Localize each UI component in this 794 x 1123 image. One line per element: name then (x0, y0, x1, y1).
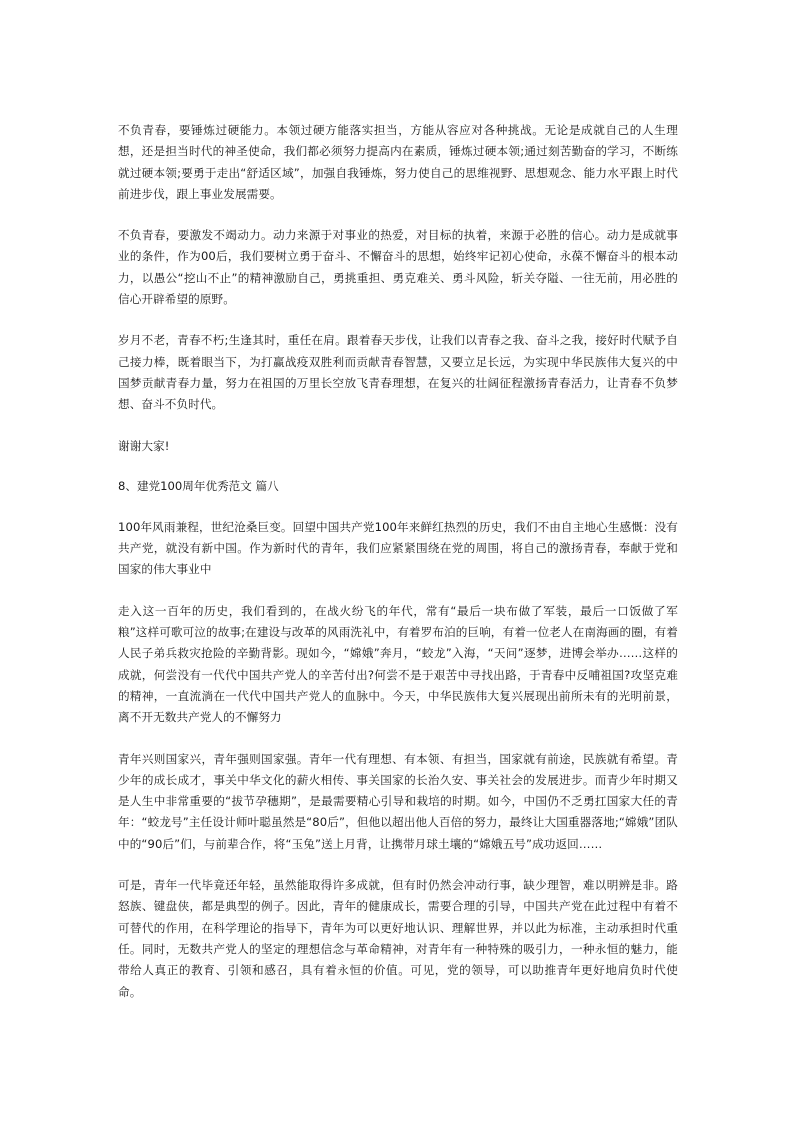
paragraph-2: 不负青春，要激发不竭动力。动力来源于对事业的热爱，对目标的执着，来源于必胜的信心。动力是成就事业的条件，作为00后，我们要树立勇于奋斗、不懈奋斗的思想，始终牢记初心使命，永葆不懈奋斗的根本动力，以愚公“挖山不止”的精神激励自己，勇挑重担、勇克难关、勇斗风险，斩关夺隘、一往无前，用必胜的信心开辟希望的原野。 (118, 228, 678, 307)
closing-line: 谢谢大家! (118, 438, 170, 453)
paragraph-6: 青年兴则国家兴，青年强则国家强。青年一代有理想、有本领、有担当，国家就有前途，民族就有希望。青少年的成长成才，事关中华文化的薪火相传、事关国家的长治久安、事关社会的发展进步。而青少年时期又是人生中非常重要的“拔节孕穗期”，是最需要精心引导和栽培的时期。如今，中国仍不乏勇扛国家大任的青年：“蛟龙号”主任设计师叶聪虽然是“80后”，但他以超出他人百倍的努力，最终让大国重器落地;“嫦娥”团队中的“90后”们，与前辈合作，将“玉兔”送上月背，让携带月球土壤的“嫦娥五号”成功返回…… (118, 751, 678, 851)
paragraph-4: 100年风雨兼程，世纪沧桑巨变。回望中国共产党100年来鲜红热烈的历史，我们不由自主地心生感慨：没有共产党，就没有新中国。作为新时代的青年，我们应紧紧围绕在党的周围，将自己的激扬青春，奉献于党和国家的伟大事业中 (118, 519, 678, 577)
section-heading: 8、建党100周年优秀范文 篇八 (118, 478, 279, 493)
paragraph-7: 可是，青年一代毕竟还年轻，虽然能取得许多成就，但有时仍然会冲动行事，缺少理智，难以明辨是非。路怒族、键盘侠，都是典型的例子。因此，青年的健康成长，需要合理的引导，中国共产党在此过程中有着不可替代的作用，在科学理论的指导下，青年为可以更好地认识、理解世界，并以此为标准，主动承担时代重任。同时，无数共产党人的坚定的理想信念与革命精神，对青年有一种特殊的吸引力，一种永恒的魅力，能带给人真正的教育、引领和感召，具有着永恒的价值。可见，党的领导，可以助推青年更好地肩负时代使命。 (118, 878, 678, 999)
paragraph-5: 走入这一百年的历史，我们看到的，在战火纷飞的年代，常有“最后一块布做了军装，最后一口饭做了军粮”这样可歌可泣的故事;在建设与改革的风雨洗礼中，有着罗布泊的巨响，有着一位老人在南海画的圈，有着人民子弟兵救灾抢险的辛勤背影。现如今，“嫦娥”奔月，“蛟龙”入海，“天问”逐梦，进博会举办……这样的成就，何尝没有一代代中国共产党人的辛苦付出?何尝不是于艰苦中寻找出路，于青春中反哺祖国?攻坚克难的精神，一直流淌在一代代中国共产党人的血脉中。今天，中华民族伟大复兴展现出前所未有的光明前景，离不开无数共产党人的不懈努力 (118, 603, 678, 725)
paragraph-3: 岁月不老，青春不朽;生逢其时，重任在肩。跟着春天步伐，让我们以青春之我、奋斗之我，接好时代赋予自己接力棒，既着眼当下，为打赢战疫双胜利而贡献青春智慧，又要立足长远，为实现中华民族伟大复兴的中国梦贡献青春力量，努力在祖国的万里长空放飞青春理想，在复兴的壮阔征程激扬青春活力，让青春不负梦想、奋斗不负时代。 (118, 333, 678, 412)
paragraph-1: 不负青春，要锤炼过硬能力。本领过硬方能落实担当，方能从容应对各种挑战。无论是成就自己的人生理想，还是担当时代的神圣使命，我们都必须努力提高内在素质，锤炼过硬本领;通过刻苦勤奋的学习，不断练就过硬本领;要勇于走出“舒适区域”，加强自我锤炼，努力使自己的思维视野、思想观念、能力水平跟上时代前进步伐，跟上事业发展需要。 (118, 123, 678, 201)
document-page (118, 120, 678, 1003)
